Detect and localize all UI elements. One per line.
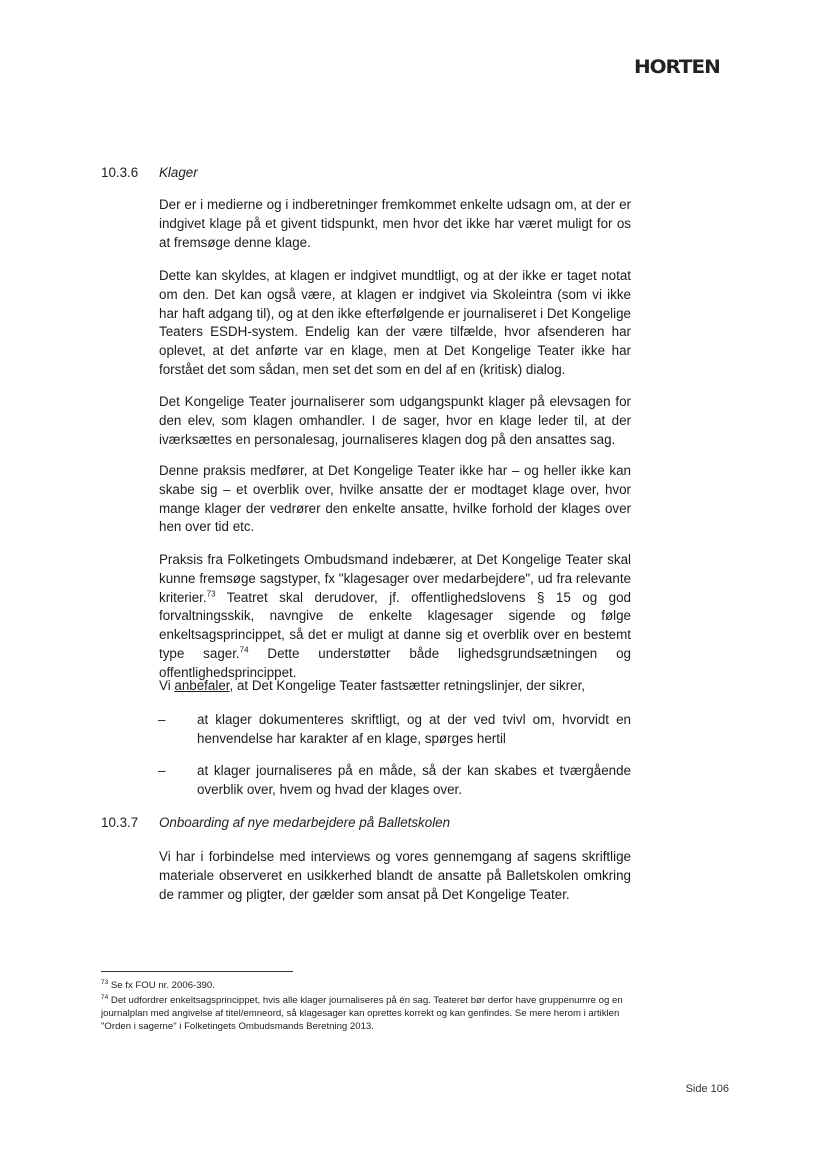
footnote: [101, 994, 631, 1034]
page-number: Side 106: [685, 1083, 729, 1095]
footnote-separator: [101, 971, 293, 972]
section-heading-klager: [101, 165, 701, 180]
paragraph: Vi har i forbindelse med interviews og vores gennemgang af sagens skriftlige materiale observeret en usikkerhed blandt de ansatte på Balletskolen omkring de rammer og pligter, der gælder som ansat på Det Kongelige Teater.: [159, 849, 631, 902]
paragraph-text: Teatret skal derudover, jf. offentlighedslovens § 15 og god forvaltningsskik, navngive de enkelte klagesager sigende og følge enkeltsagsprincippet, så det er muligt at danne sig et overblik over en bestemt type sager.: [159, 589, 631, 661]
section-title: Onboarding af nye medarbejdere på Balletskolen: [159, 815, 451, 830]
paragraph: Denne praksis medfører, at Det Kongelige Teater ikke har – og heller ikke kan skabe sig – et overblik over, hvilke ansatte der er modtaget klage over, hvor mange klager der vedrører den enkelte ansatte, hvilke forhold der klages over hen over tid etc.: [159, 463, 631, 535]
footnote-number: 73: [101, 978, 109, 986]
paragraph: Dette kan skyldes, at klagen er indgivet mundtligt, og at der ikke er taget notat om den. Det kan også være, at klagen er indgivet via Skoleintra (som vi ikke har haft adgang til), og at den ikke efterfølgende er journaliseret i Det Kongelige Teaters ESDH-system. Endelig kan der være tilfælde, hvor afsenderen har oplevet, at det anførte var en klage, men at Det Kongelige Teater ikke har forstået det som sådan, men set det som en del af en (kritisk) dialog.: [159, 268, 631, 377]
recommendation-lead: [159, 677, 631, 696]
bullet-item: at klager journaliseres på en måde, så der kan skabes et tværgående overblik over, hvem og hvad der klages over.: [197, 763, 631, 797]
paragraph: Det Kongelige Teater journaliserer som udgangspunkt klager på elevsagen for den elev, som klagen omhandler. I de sager, hvor en klage leder til, at der iværksættes en personalesag, journaliseres klagen dog på den ansattes sag.: [159, 394, 631, 447]
section-title: Klager: [159, 165, 198, 180]
paragraph: Der er i medierne og i indberetninger fremkommet enkelte udsagn om, at der er indgivet klage på et givent tidspunkt, men hvor det ikke har været muligt for os at fremsøge denne klage.: [159, 197, 631, 250]
footnote-ref: 74: [239, 645, 249, 655]
horten-logo: HORTEN: [634, 56, 721, 78]
section-number: 10.3.7: [101, 815, 139, 830]
recommendation-keyword: anbefaler: [174, 678, 230, 693]
text: , at Det Kongelige Teater fastsætter retningslinjer, der sikrer,: [229, 678, 586, 693]
footnote-text: Se fx FOU nr. 2006-390.: [110, 980, 215, 991]
text: Vi: [159, 678, 175, 693]
paragraph-text: Dette understøtter både lighedsgrundsætningen og offentlighedsprincippet.: [159, 645, 631, 680]
bullet-dash: –: [158, 763, 166, 778]
footnote: [101, 979, 631, 992]
section-number: 10.3.6: [101, 165, 139, 180]
footnote-text: Det udfordrer enkeltsagsprincippet, hvis alle klager journaliseres på én sag. Teateret bør derfor have gruppenumre og en journalplan med angivelse af titel/emneord, så klagesager kan oprettes korrekt og kan genfindes. Se mere herom i artiklen "Orden i sagerne" i Folketingets Ombudsmands Beretning 2013.: [101, 995, 623, 1033]
bullet-item: at klager dokumenteres skriftligt, og at der ved tvivl om, hvorvidt en henvendelse har karakter af en klage, spørges hertil: [197, 712, 631, 746]
footnote-number: 74: [101, 993, 109, 1001]
paragraph-text: Praksis fra Folketingets Ombudsmand indebærer, at Det Kongelige Teater skal kunne fremsøge sagstyper, fx "klagesager over medarbejdere", ud fra relevante kriterier.: [159, 552, 631, 605]
bullet-dash: –: [158, 712, 166, 727]
paragraph-ombudsmand: [159, 551, 631, 683]
footnote-ref: 73: [206, 589, 216, 599]
section-heading-onboarding: [101, 815, 701, 830]
